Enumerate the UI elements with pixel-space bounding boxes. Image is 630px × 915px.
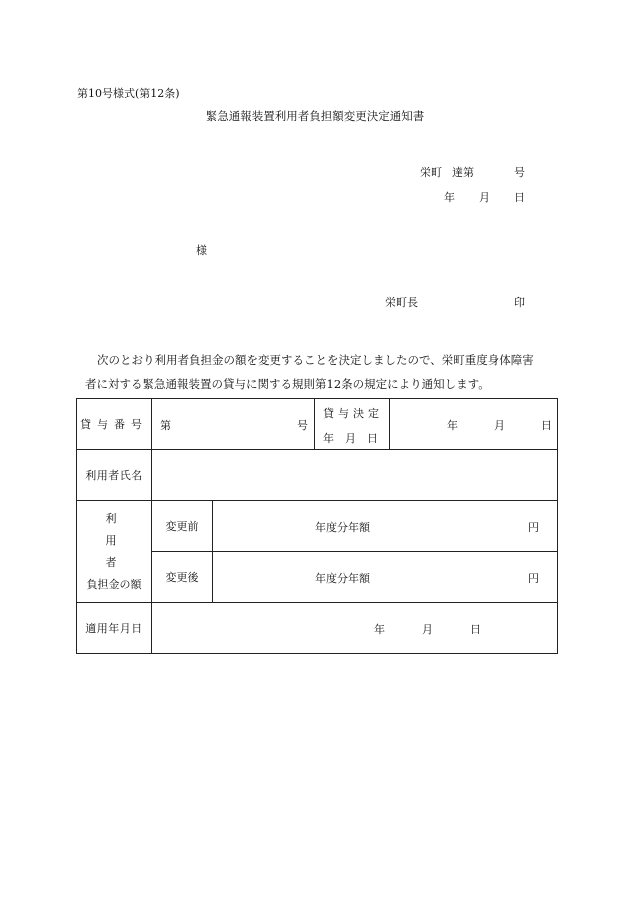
after-amount-cell[interactable] <box>213 552 558 603</box>
annual-amount-before: 年度分年額 <box>315 521 370 534</box>
table-row <box>77 603 558 654</box>
loan-number-suffix: 号 <box>297 419 308 432</box>
reference-number <box>420 164 525 180</box>
decision-date-cell[interactable] <box>390 399 558 450</box>
user-name-cell[interactable] <box>152 450 558 501</box>
seal-mark: 印 <box>514 296 525 309</box>
applied-date-label: 適用年月日 <box>77 603 152 654</box>
issuer-block <box>385 294 525 310</box>
annual-amount-after: 年度分年額 <box>315 572 370 585</box>
reference-town: 栄町 <box>420 166 442 179</box>
loan-number-cell[interactable] <box>152 399 315 450</box>
decision-label <box>315 399 390 450</box>
before-change-label: 変更前 <box>152 501 213 552</box>
loan-number-label: 貸与番号 <box>77 399 152 450</box>
table-row <box>77 450 558 501</box>
table-row <box>77 501 558 552</box>
reference-prefix: 達第 <box>452 166 474 179</box>
after-change-label: 変更後 <box>152 552 213 603</box>
issuer-name: 栄町長 <box>385 296 418 309</box>
user-name-label: 利用者氏名 <box>77 450 152 501</box>
applied-year: 年 <box>374 623 385 636</box>
decision-month: 月 <box>494 419 505 432</box>
decision-year: 年 <box>447 419 458 432</box>
yen-before: 円 <box>528 521 539 534</box>
yen-after: 円 <box>528 572 539 585</box>
applied-day: 日 <box>470 623 481 636</box>
issue-month: 月 <box>479 191 490 204</box>
applied-month: 月 <box>422 623 433 636</box>
decision-day: 日 <box>541 419 552 432</box>
user-label-line2: 負担金の額 <box>86 577 142 591</box>
form-number: 第10号様式(第12条) <box>77 87 180 100</box>
reference-suffix: 号 <box>514 166 525 179</box>
loan-number-prefix: 第 <box>160 419 171 432</box>
decision-label-ymd: 年 月 日 <box>323 432 378 445</box>
notice-line-2: 者に対する緊急通報装置の貸与に関する規則第12条の規定により通知します。 <box>85 377 490 391</box>
addressee-honorific: 様 <box>196 244 207 257</box>
before-amount-cell[interactable] <box>213 501 558 552</box>
applied-date-cell[interactable] <box>152 603 558 654</box>
issue-day: 日 <box>514 191 525 204</box>
notice-table <box>76 398 558 654</box>
user-label-line1: 利用者 <box>105 511 137 569</box>
table-row <box>77 399 558 450</box>
issue-date <box>444 189 525 205</box>
user-contribution-label <box>77 501 152 603</box>
issue-year: 年 <box>444 191 455 204</box>
document-title: 緊急通報装置利用者負担額変更決定通知書 <box>205 109 425 123</box>
notice-line-1: 次のとおり利用者負担金の額を変更することを決定しましたので、栄町重度身体障害 <box>97 353 534 367</box>
notice-body <box>77 348 557 396</box>
decision-label-top: 貸与決定 <box>323 407 383 420</box>
